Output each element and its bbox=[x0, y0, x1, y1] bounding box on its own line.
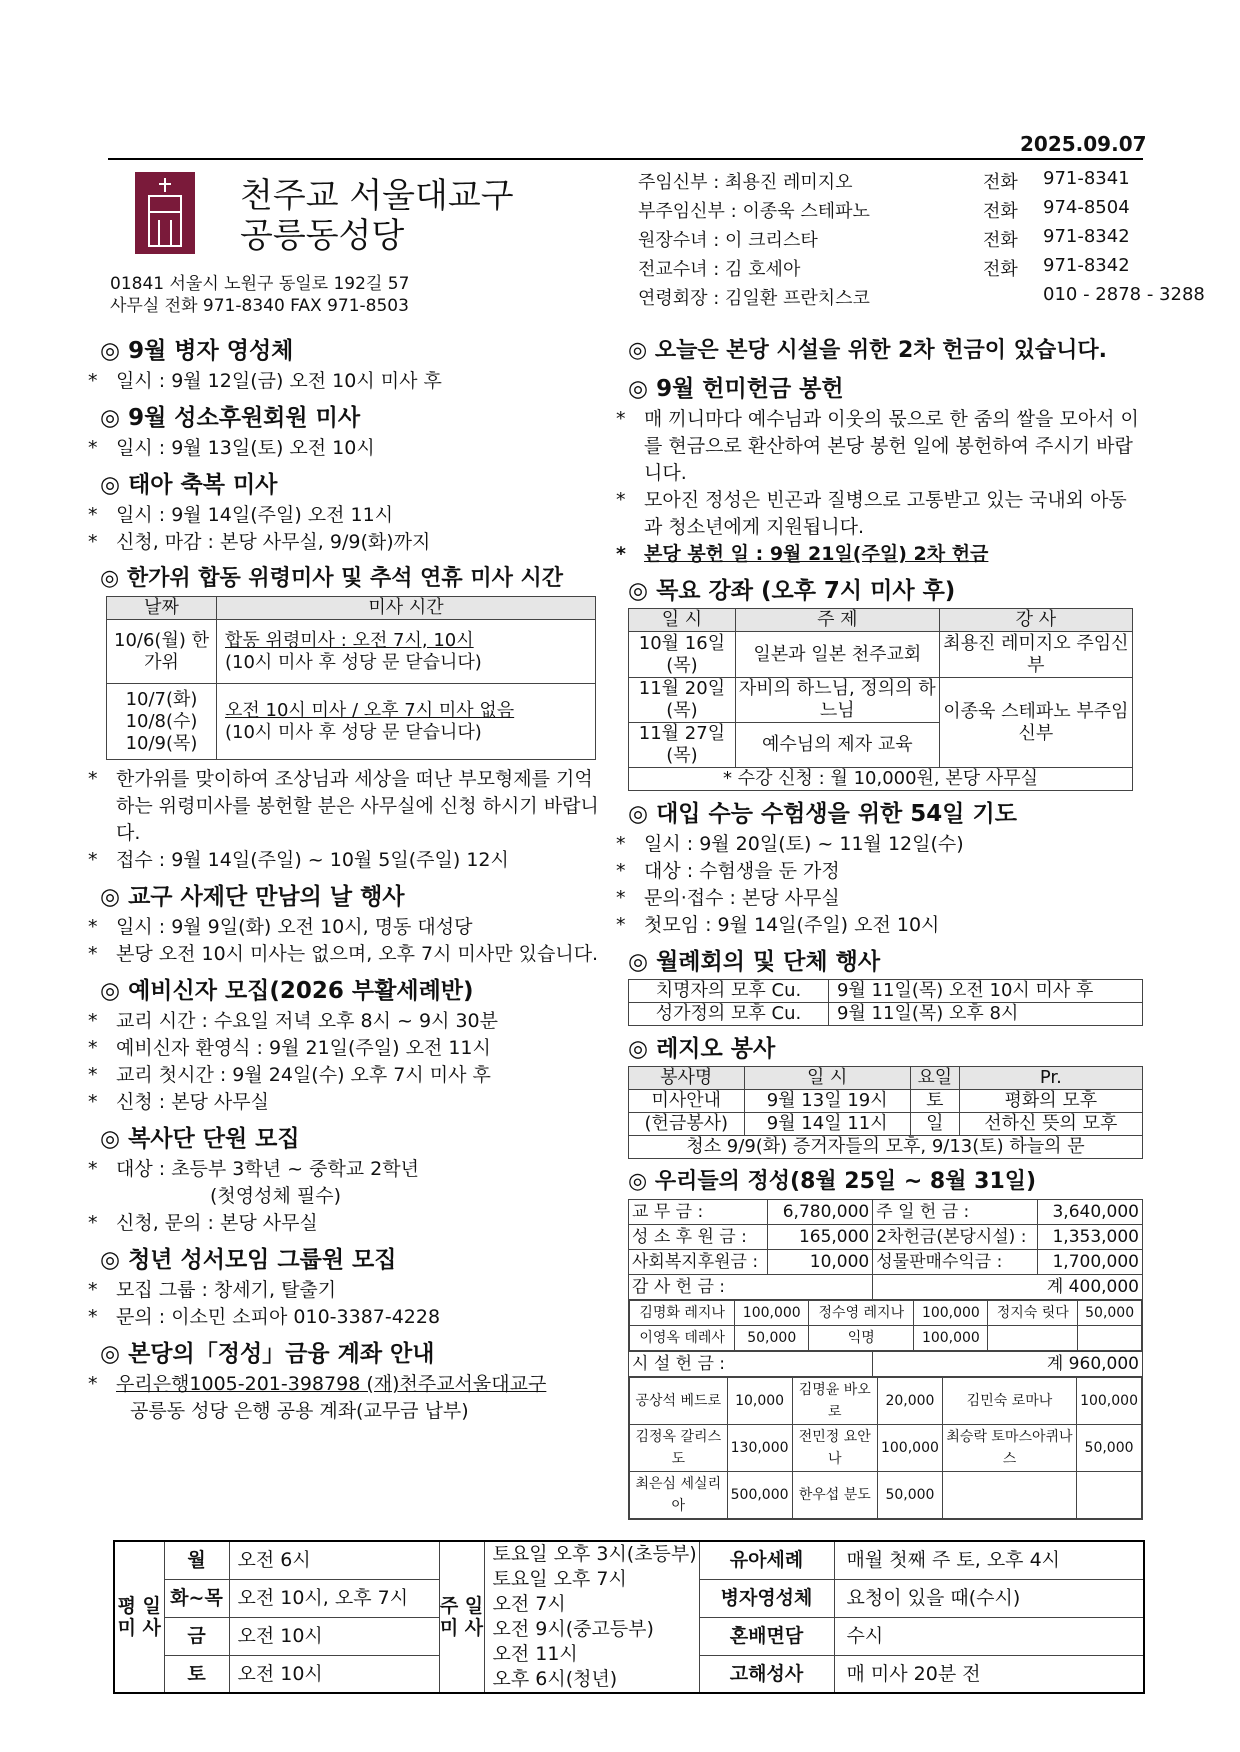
section-title: ◎ 한가위 합동 위령미사 및 추석 연휴 미사 시간 bbox=[100, 566, 564, 591]
section-title: ◎ 목요 강좌 (오후 7시 미사 후) bbox=[628, 578, 956, 604]
table-cell: 9월 13일 19시 bbox=[744, 1090, 910, 1113]
sunday-time: 오전 11시 bbox=[492, 1643, 578, 1665]
staff-phone: 971-8342 bbox=[1043, 226, 1130, 247]
table-cell: 11월 27일(목) bbox=[629, 723, 736, 768]
table-cell: 일 bbox=[910, 1113, 959, 1136]
sunday-time: 오전 7시 bbox=[492, 1593, 566, 1615]
header-divider bbox=[108, 158, 1143, 160]
staff-tel-label bbox=[983, 284, 1043, 313]
sunday-time: 오후 6시(청년) bbox=[492, 1668, 618, 1690]
sunday-label: 주 일 미 사 bbox=[439, 1541, 484, 1693]
list-item-note: (첫영성체 필수) bbox=[210, 1185, 341, 1207]
staff-role: 전교수녀 : 김 호세아 bbox=[638, 259, 801, 280]
sacrament-label: 혼배면담 bbox=[699, 1617, 834, 1655]
offering-table: 교 무 금 : 6,780,000 주 일 헌 금 : 3,640,000 성 소 후 원 금 : 165,000 2차헌금(본당시설) : 1,353,000 사회복지후원금 : 10,000 성물판매수익금 : 1,700,000 감 사 헌 금 : 계 400,000 김명화 레지나 100,000 정수영 레지나 100,000 정지숙 릿다 50,000 이영옥 데레사 50,000 익명 100,000 시 설 헌 금 : 계 960,000 공상석 베드로 10,000 김명윤 바오로 20,000 김민숙 로마나 100,000 김정옥 갈리스도 130,000 전민정 요안나 100,000 최승락 토마스아퀴나스 50,000 최은심 세실리아 500,000 한우섭 분도 50,000 bbox=[628, 1199, 1143, 1520]
staff-role: 부주임신부 : 이종욱 스테파노 bbox=[638, 201, 870, 222]
table-header: Pr. bbox=[959, 1067, 1142, 1090]
table-cell: (10시 미사 후 성당 문 닫습니다) bbox=[225, 721, 482, 743]
sunday-time: 토요일 오후 7시 bbox=[492, 1568, 627, 1590]
staff-row bbox=[638, 197, 1205, 226]
list-item: * 일시 : 9월 20일(토) ~ 11월 12일(수) bbox=[616, 833, 964, 855]
list-item: * 일시 : 9월 9일(화) 오전 10시, 명동 대성당 bbox=[88, 916, 473, 938]
sacrament-label: 유아세례 bbox=[699, 1541, 834, 1579]
chuseok-table bbox=[106, 596, 596, 760]
table-cell: 선하신 뜻의 모후 bbox=[959, 1113, 1142, 1136]
church-address bbox=[110, 273, 409, 317]
table-header: 봉사명 bbox=[629, 1067, 745, 1090]
section-title: ◎ 9월 병자 영성체 bbox=[100, 338, 294, 364]
section-title: ◎ 복사단 단원 모집 bbox=[100, 1126, 300, 1152]
section-title: ◎ 태아 축복 미사 bbox=[100, 472, 278, 498]
table-cell: 평화의 모후 bbox=[959, 1090, 1142, 1113]
staff-tel-label: 전화 bbox=[983, 201, 1018, 222]
mass-schedule bbox=[113, 1540, 1145, 1694]
table-cell: 토 bbox=[910, 1090, 959, 1113]
section-title: ◎ 예비신자 모집(2026 부활세례반) bbox=[100, 978, 474, 1004]
staff-role: 주임신부 : 최용진 레미지오 bbox=[638, 172, 853, 193]
list-item: * 첫모임 : 9월 14일(주일) 오전 10시 bbox=[616, 914, 940, 936]
section-title: ◎ 청년 성서모임 그룹원 모집 bbox=[100, 1247, 397, 1273]
sacrament-time: 매 미사 20분 전 bbox=[834, 1655, 1144, 1693]
list-item: * 일시 : 9월 12일(금) 오전 10시 미사 후 bbox=[88, 370, 442, 392]
day-cell: 금 bbox=[164, 1617, 229, 1655]
staff-row bbox=[638, 226, 1205, 255]
list-item: * 모아진 정성은 빈곤과 질병으로 고통받고 있는 국내외 아동과 청소년에게 지원됩니다. bbox=[616, 489, 1127, 538]
time-cell: 오전 10시, 오후 7시 bbox=[229, 1579, 439, 1617]
list-item: * 대상 : 수험생을 둔 가정 bbox=[616, 860, 840, 882]
list-item: * 일시 : 9월 13일(토) 오전 10시 bbox=[88, 437, 375, 459]
list-item: * 매 끼니마다 예수님과 이웃의 몫으로 한 줌의 쌀을 모아서 이를 현금으로 환산하여 본당 봉헌 일에 봉헌하여 주시기 바랍니다. bbox=[616, 408, 1139, 484]
table-cell: 자비의 하느님, 정의의 하느님 bbox=[735, 678, 939, 723]
table-cell: 치명자의 모후 Cu. bbox=[629, 980, 829, 1003]
table-cell: 성가정의 모후 Cu. bbox=[629, 1003, 829, 1026]
sacrament-time: 수시 bbox=[834, 1617, 1144, 1655]
table-header: 날짜 bbox=[107, 597, 217, 620]
church-name-line1: 천주교 서울대교구 bbox=[240, 176, 514, 216]
sacrament-label: 병자영성체 bbox=[699, 1579, 834, 1617]
list-item: * 본당 봉헌 일 : 9월 21일(주일) 2차 헌금 bbox=[616, 543, 989, 565]
staff-phone: 971-8342 bbox=[1043, 255, 1130, 276]
table-footer: * 수강 신청 : 월 10,000원, 본당 사무실 bbox=[629, 768, 1133, 791]
address-line: 01841 서울시 노원구 동일로 192길 57 bbox=[110, 274, 410, 294]
sunday-time: 토요일 오후 3시(초등부) bbox=[492, 1543, 697, 1565]
staff-phone: 010 - 2878 - 3288 bbox=[1043, 284, 1205, 305]
table-header: 일 시 bbox=[629, 609, 736, 632]
table-cell: 9월 11일(목) 오후 8시 bbox=[829, 1003, 1143, 1026]
list-item: * 모집 그룹 : 창세기, 탈출기 bbox=[88, 1279, 337, 1301]
church-name-line2: 공릉동성당 bbox=[240, 216, 405, 256]
table-header: 강 사 bbox=[939, 609, 1132, 632]
table-cell: (10시 미사 후 성당 문 닫습니다) bbox=[225, 651, 482, 673]
table-footer: 청소 9/9(화) 증거자들의 모후, 9/13(토) 하늘의 문 bbox=[629, 1136, 1143, 1159]
table-header: 요일 bbox=[910, 1067, 959, 1090]
staff-row bbox=[638, 255, 1205, 284]
table-cell: 오전 10시 미사 / 오후 7시 미사 없음 bbox=[225, 699, 515, 721]
staff-phone: 974-8504 bbox=[1043, 197, 1130, 218]
lecture-table bbox=[628, 608, 1133, 791]
section-title: ◎ 9월 성소후원회원 미사 bbox=[100, 405, 361, 431]
day-cell: 화~목 bbox=[164, 1579, 229, 1617]
meeting-table bbox=[628, 979, 1143, 1026]
list-item: * 교리 시간 : 수요일 저녁 오후 8시 ~ 9시 30분 bbox=[88, 1010, 498, 1032]
table-cell: 일본과 일본 천주교회 bbox=[735, 632, 939, 678]
church-name bbox=[240, 176, 514, 256]
church-logo bbox=[135, 172, 195, 254]
table-header: 일 시 bbox=[744, 1067, 910, 1090]
list-item: * 본당 오전 10시 미사는 없으며, 오후 7시 미사만 있습니다. bbox=[88, 943, 599, 965]
sacrament-label: 고해성사 bbox=[699, 1655, 834, 1693]
table-cell: 10/6(월) 한가위 bbox=[107, 620, 217, 684]
section-title: ◎ 오늘은 본당 시설을 위한 2차 헌금이 있습니다. bbox=[628, 338, 1108, 363]
section-title: ◎ 월례회의 및 단체 행사 bbox=[628, 949, 881, 975]
staff-row bbox=[638, 168, 1205, 197]
time-cell: 오전 6시 bbox=[229, 1541, 439, 1579]
list-item: * 신청, 문의 : 본당 사무실 bbox=[88, 1212, 318, 1234]
section-title: ◎ 대입 수능 수험생을 위한 54일 기도 bbox=[628, 801, 1017, 827]
day-cell: 토 bbox=[164, 1655, 229, 1693]
legio-table bbox=[628, 1066, 1143, 1159]
list-item: * 대상 : 초등부 3학년 ~ 중학교 2학년 bbox=[88, 1158, 419, 1180]
table-cell: 미사안내 bbox=[629, 1090, 745, 1113]
day-cell: 월 bbox=[164, 1541, 229, 1579]
table-cell: 11월 20일(목) bbox=[629, 678, 736, 723]
staff-tel-label: 전화 bbox=[983, 230, 1018, 251]
staff-phone: 971-8341 bbox=[1043, 168, 1130, 189]
list-item: * 예비신자 환영식 : 9월 21일(주일) 오전 11시 bbox=[88, 1037, 491, 1059]
time-cell: 오전 10시 bbox=[229, 1655, 439, 1693]
section-title: ◎ 교구 사제단 만남의 날 행사 bbox=[100, 884, 405, 910]
staff-list bbox=[638, 168, 1205, 313]
list-item: * 신청 : 본당 사무실 bbox=[88, 1091, 269, 1113]
left-column bbox=[88, 328, 610, 1425]
list-item: * 우리은행1005-201-398798 (재)천주교서울대교구 bbox=[88, 1373, 547, 1395]
right-column bbox=[616, 328, 1143, 1520]
table-header: 미사 시간 bbox=[217, 597, 596, 620]
staff-role: 원장수녀 : 이 크리스타 bbox=[638, 230, 818, 251]
table-cell: 예수님의 제자 교육 bbox=[735, 723, 939, 768]
list-item: * 접수 : 9월 14일(주일) ~ 10월 5일(주일) 12시 bbox=[88, 849, 509, 871]
sunday-time: 오전 9시(중고등부) bbox=[492, 1618, 654, 1640]
staff-tel-label: 전화 bbox=[983, 259, 1018, 280]
staff-tel-label: 전화 bbox=[983, 172, 1018, 193]
list-item: * 문의·접수 : 본당 사무실 bbox=[616, 887, 840, 909]
list-item: * 한가위를 맞이하여 조상님과 세상을 떠난 부모형제를 기억하는 위령미사를 봉헌할 분은 사무실에 신청 하시기 바랍니다. bbox=[88, 768, 599, 844]
weekday-label: 평 일 미 사 bbox=[114, 1541, 164, 1693]
section-title: ◎ 본당의「정성」금융 계좌 안내 bbox=[100, 1341, 435, 1367]
sacrament-time: 요청이 있을 때(수시) bbox=[834, 1579, 1144, 1617]
bulletin-date: 2025.09.07 bbox=[1020, 132, 1147, 156]
list-item-note: 공릉동 성당 은행 공용 계좌(교무금 납부) bbox=[130, 1400, 469, 1422]
table-cell: 9월 14일 11시 bbox=[744, 1113, 910, 1136]
table-header: 주 제 bbox=[735, 609, 939, 632]
table-cell: 최용진 레미지오 주임신부 bbox=[939, 632, 1132, 678]
office-phone: 사무실 전화 971-8340 FAX 971-8503 bbox=[110, 296, 409, 316]
staff-role: 연령회장 : 김일환 프란치스코 bbox=[638, 288, 870, 309]
table-cell: 이종욱 스테파노 부주임신부 bbox=[939, 678, 1132, 768]
list-item: * 신청, 마감 : 본당 사무실, 9/9(화)까지 bbox=[88, 531, 431, 553]
section-title: ◎ 레지오 봉사 bbox=[628, 1036, 776, 1062]
table-cell: 10월 16일(목) bbox=[629, 632, 736, 678]
section-title: ◎ 9월 헌미헌금 봉헌 bbox=[628, 376, 844, 402]
table-cell: 9월 11일(목) 오전 10시 미사 후 bbox=[829, 980, 1143, 1003]
list-item: * 일시 : 9월 14일(주일) 오전 11시 bbox=[88, 504, 394, 526]
table-cell: (헌금봉사) bbox=[629, 1113, 745, 1136]
list-item: * 문의 : 이소민 소피아 010-3387-4228 bbox=[88, 1306, 441, 1328]
list-item: * 교리 첫시간 : 9월 24일(수) 오후 7시 미사 후 bbox=[88, 1064, 491, 1086]
time-cell: 오전 10시 bbox=[229, 1617, 439, 1655]
staff-row bbox=[638, 284, 1205, 313]
section-title: ◎ 우리들의 정성(8월 25일 ~ 8월 31일) bbox=[628, 1169, 1037, 1194]
sacrament-time: 매월 첫째 주 토, 오후 4시 bbox=[834, 1541, 1144, 1579]
table-cell: 10/7(화) 10/8(수) 10/9(목) bbox=[107, 684, 217, 760]
table-cell: 합동 위령미사 : 오전 7시, 10시 bbox=[225, 629, 474, 651]
